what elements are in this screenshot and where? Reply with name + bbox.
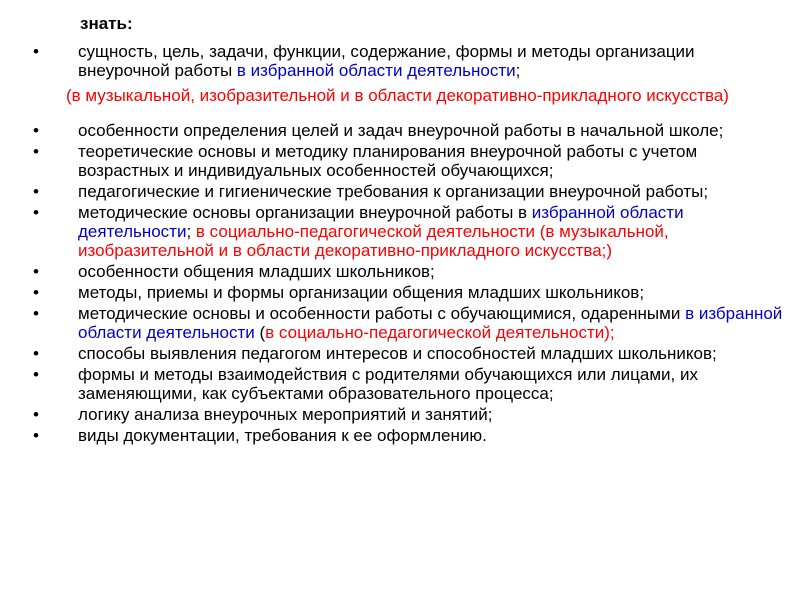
list-item-text: в избранной области деятельности: [78, 304, 783, 342]
list-item: [0, 142, 790, 180]
list-item-text: педагогические и гигиенические требования к организации внеурочной работы;: [78, 182, 709, 201]
list-item: [0, 426, 790, 445]
list-item-text: в социально-педагогической деятельности (в музыкальной, изобразительной и в области декоративно-прикладного искусства;): [78, 222, 669, 260]
bullet-icon: •: [33, 42, 39, 61]
list-item: [0, 304, 790, 342]
list-item-text: ;: [186, 222, 196, 241]
parenthetical-note: (в музыкальной, изобразительной и в области декоративно-прикладного искусства): [66, 86, 729, 105]
list-item-text: в избранной области деятельности: [236, 61, 516, 80]
list-item-text: виды документации, требования к ее оформлению.: [78, 426, 487, 445]
list-item-text: избранной области деятельности: [78, 203, 684, 241]
bullet-icon: •: [33, 304, 39, 323]
bullet-icon: •: [33, 405, 39, 424]
list-item: [0, 283, 790, 302]
list-item: [0, 182, 790, 201]
list-item-text: методические основы организации внеурочной работы в: [78, 203, 532, 222]
list-item-text: в социально-педагогической деятельности);: [265, 323, 615, 342]
list-item: [0, 262, 790, 281]
list-item: [0, 405, 790, 424]
list-item: [0, 344, 790, 363]
list-item-text: способы выявления педагогом интересов и способностей младших школьников;: [78, 344, 717, 363]
list-item-text: формы и методы взаимодействия с родителями обучающихся или лицами, их заменяющими, как субъектами образовательного процесса;: [78, 365, 698, 403]
bullet-icon: •: [33, 365, 39, 384]
list-item-text: (: [254, 323, 266, 342]
section-heading: знать:: [80, 14, 133, 33]
bullet-icon: •: [33, 182, 39, 201]
bullet-icon: •: [33, 142, 39, 161]
bullet-icon: •: [33, 344, 39, 363]
bullet-icon: •: [33, 283, 39, 302]
list-item-text: методы, приемы и формы организации общения младших школьников;: [78, 283, 645, 302]
list-item-text: особенности общения младших школьников;: [78, 262, 435, 281]
list-item-text: методические основы и особенности работы с обучающимися, одаренными: [78, 304, 686, 323]
knowledge-list: [0, 42, 790, 445]
list-item-text: ;: [515, 61, 521, 80]
list-item-text: логику анализа внеурочных мероприятий и занятий;: [78, 405, 493, 424]
bullet-icon: •: [33, 121, 39, 140]
list-item-text: особенности определения целей и задач внеурочной работы в начальной школе;: [78, 121, 724, 140]
bullet-icon: •: [33, 426, 39, 445]
list-item: [0, 121, 790, 140]
bullet-icon: •: [33, 203, 39, 222]
list-item: [0, 203, 790, 260]
list-item-text: теоретические основы и методику планирования внеурочной работы с учетом возрастных и индивидуальных особенностей обучающихся;: [78, 142, 698, 180]
bullet-icon: •: [33, 262, 39, 281]
list-item: [0, 365, 790, 403]
list-item: [0, 42, 790, 80]
list-item-text: сущность, цель, задачи, функции, содержание, формы и методы организации внеурочной работы: [78, 42, 695, 80]
